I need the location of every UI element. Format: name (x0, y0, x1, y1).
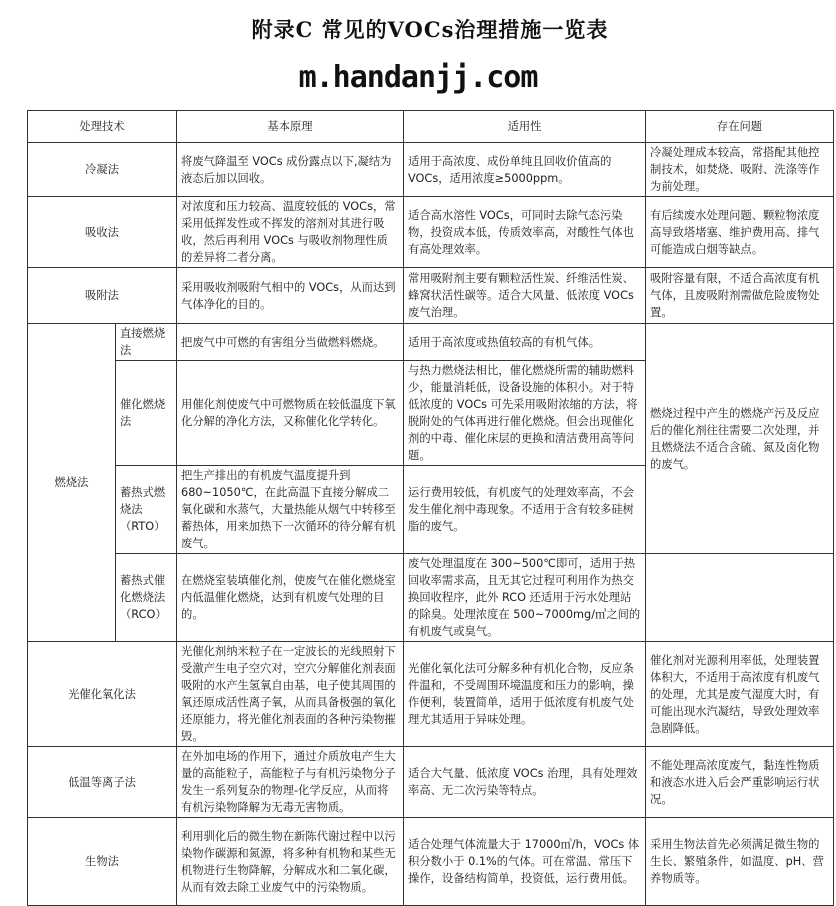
principle-cell: 利用驯化后的微生物在新陈代谢过程中以污染物作碳源和氮源，将多种有机物和某些无机物进行生物降解，分解成水和二氧化碳，从而有效去除工业废气中的污染物质。 (177, 818, 404, 906)
principle-cell: 光催化剂纳米粒子在一定波长的光线照射下受激产生电子空穴对，空穴分解催化剂表面吸附的水产生氢氧自由基，电子使其周围的氧还原成活性离子氧，从而具备极强的氧化还原能力，将光催化剂表面的各种污染物摧毁。 (177, 642, 404, 747)
principle-cell: 在外加电场的作用下，通过介质放电产生大量的高能粒子，高能粒子与有机污染物分子发生一系列复杂的物理-化学反应，从而将有机污染物降解为无毒无害物质。 (177, 747, 404, 818)
principle-cell: 在燃烧室装填催化剂，使废气在催化燃烧室内低温催化燃烧，达到有机废气处理的目的。 (177, 554, 404, 642)
table-row (28, 747, 834, 818)
applicability-cell: 与热力燃烧法相比，催化燃烧所需的辅助燃料少，能量消耗低，设备设施的体积小。对于特低浓度的 VOCs 可先采用吸附浓缩的方法，将脱附处的气体再进行催化燃烧。但会出现催化剂的中毒、催化床层的更换和清洁费用高等问题。 (404, 361, 646, 466)
tech-cell: 低温等离子法 (28, 747, 177, 818)
header-applicability: 适用性 (404, 111, 646, 143)
principle-cell: 用催化剂使废气中可燃物质在较低温度下氧化分解的净化方法，又称催化化学转化。 (177, 361, 404, 466)
problems-cell: 燃烧过程中产生的燃烧产污及反应后的催化剂往往需要二次处理，并且燃烧法不适合含硫、氮及卤化物的废气。 (646, 324, 834, 554)
principle-cell: 对浓度和压力较高、温度较低的 VOCs，常采用低挥发性或不挥发的溶剂对其进行吸收，然后再利用 VOCs 与吸收剂物理性质的差异将二者分离。 (177, 197, 404, 268)
tech-cell: 燃烧法 (28, 324, 116, 642)
table-row (28, 324, 834, 361)
header-problems: 存在问题 (646, 111, 834, 143)
table-row (28, 818, 834, 906)
tech-cell: 光催化氧化法 (28, 642, 177, 747)
applicability-cell: 废气处理温度在 300~500℃即可，适用于热回收率需求高，且无其它过程可利用作为热交换回收程序，此外 RCO 还适用于污水处理站的除臭。处理浓度在 500~7000mg/㎥之间的有机废气或臭气。 (404, 554, 646, 642)
header-principle: 基本原理 (177, 111, 404, 143)
table-row (28, 197, 834, 268)
tech-cell: 生物法 (28, 818, 177, 906)
principle-cell: 把生产排出的有机废气温度提升到 680~1050℃，在此高温下直接分解成二氧化碳和水蒸气，大量热能从烟气中转移至蓄热体，用来加热下一次循环的待分解有机废气。 (177, 466, 404, 554)
tech-cell: 吸附法 (28, 268, 177, 324)
applicability-cell: 适合处理气体流量大于 17000㎥/h，VOCs 体积分数小于 0.1%的气体。可在常温、常压下操作，设备结构简单，投资低，运行费用低。 (404, 818, 646, 906)
voc-measures-table (27, 110, 834, 906)
tech-cell: 冷凝法 (28, 143, 177, 197)
principle-cell: 把废气中可燃的有害组分当做燃料燃烧。 (177, 324, 404, 361)
problems-cell-empty (646, 554, 834, 642)
applicability-cell: 适合大气量、低浓度 VOCs 治理，具有处理效率高、无二次污染等特点。 (404, 747, 646, 818)
table-header-row (28, 111, 834, 143)
problems-cell: 有后续废水处理问题、颗粒物浓度高导致塔堵塞、维护费用高、排气可能造成白烟等缺点。 (646, 197, 834, 268)
subtech-cell: 蓄热式燃烧法（RTO） (116, 466, 177, 554)
watermark: m.handanjj.com (298, 60, 538, 95)
table-row (28, 642, 834, 747)
problems-cell: 不能处理高浓度废气，黏连性物质和液态水进入后会严重影响运行状况。 (646, 747, 834, 818)
page-title: 附录C 常见的VOCs治理措施一览表 (251, 17, 609, 42)
problems-cell: 吸附容量有限，不适合高浓度有机气体，且废吸附剂需做危险废物处置。 (646, 268, 834, 324)
table-row (28, 268, 834, 324)
problems-cell: 冷凝处理成本较高，常搭配其他控制技术，如焚烧、吸附、洗涤等作为前处理。 (646, 143, 834, 197)
subtech-cell: 催化燃烧法 (116, 361, 177, 466)
tech-cell: 吸收法 (28, 197, 177, 268)
table-row (28, 554, 834, 642)
applicability-cell: 光催化氧化法可分解多种有机化合物，反应条件温和，不受周围环境温度和压力的影响，操作便利，装置简单，适用于低浓度有机废气处理尤其适用于异味处理。 (404, 642, 646, 747)
subtech-cell: 直接燃烧法 (116, 324, 177, 361)
header-tech: 处理技术 (28, 111, 177, 143)
principle-cell: 采用吸收剂吸附气相中的 VOCs，从而达到气体净化的目的。 (177, 268, 404, 324)
applicability-cell: 适合高水溶性 VOCs，可同时去除气态污染物，投资成本低，传质效率高，对酸性气体也有高处理效率。 (404, 197, 646, 268)
problems-cell: 催化剂对光源利用率低，处理装置体积大，不适用于高浓度有机废气的处理，尤其是废气湿度大时，有可能出现水汽凝结，导致处理效率急剧降低。 (646, 642, 834, 747)
applicability-cell: 适用于高浓度、成份单纯且回收价值高的VOCs，适用浓度≥5000ppm。 (404, 143, 646, 197)
principle-cell: 将废气降温至 VOCs 成份露点以下,凝结为液态后加以回收。 (177, 143, 404, 197)
applicability-cell: 运行费用较低，有机废气的处理效率高，不会发生催化剂中毒现象。不适用于含有较多硅树脂的废气。 (404, 466, 646, 554)
table-row (28, 143, 834, 197)
applicability-cell: 常用吸附剂主要有颗粒活性炭、纤维活性炭、蜂窝状活性碳等。适合大风量、低浓度 VOCs 废气治理。 (404, 268, 646, 324)
subtech-cell: 蓄热式催化燃烧法（RCO） (116, 554, 177, 642)
problems-cell: 采用生物法首先必须满足微生物的生长、繁殖条件，如温度、pH、营养物质等。 (646, 818, 834, 906)
applicability-cell: 适用于高浓度或热值较高的有机气体。 (404, 324, 646, 361)
